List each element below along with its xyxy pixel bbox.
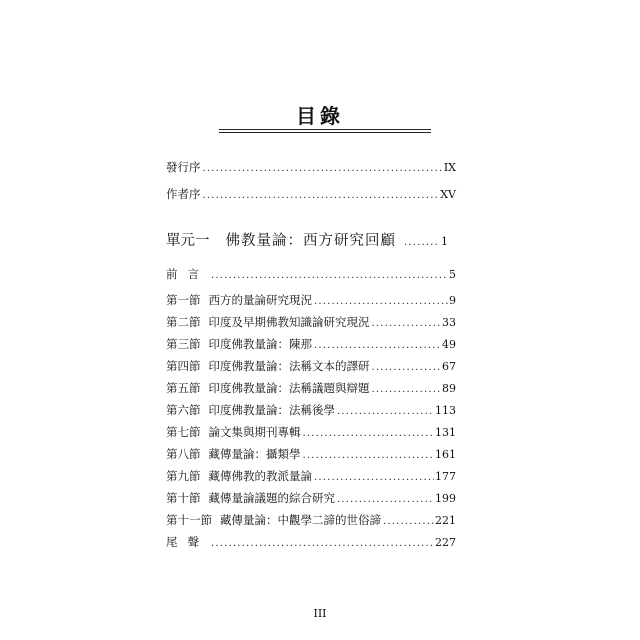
toc-entry-label: 第二節 印度及早期佛教知識論研究現況	[166, 315, 370, 329]
dot-leader	[314, 469, 434, 487]
toc-entry-section-6	[166, 401, 456, 419]
dot-leader	[303, 447, 435, 465]
title-double-rule	[219, 129, 431, 133]
page-title: 目錄	[296, 104, 344, 128]
toc-entry-page: 49	[442, 338, 456, 351]
toc-entry-page: IX	[443, 161, 456, 174]
toc-entry-page: 89	[442, 382, 456, 395]
toc-entry-label: 第五節 印度佛教量論：法稱議題與辯題	[166, 381, 370, 395]
toc-entry-page: 221	[435, 514, 456, 527]
dot-leader	[337, 491, 434, 509]
toc-entry-section-3	[166, 335, 456, 353]
toc-entry-section-10	[166, 489, 456, 507]
page-number-footer: III	[313, 607, 327, 620]
toc-entry-page: XV	[440, 188, 456, 201]
toc-entry-page: 1	[441, 235, 448, 248]
toc-entry-label: 發行序	[166, 160, 201, 174]
toc-entry-page: 161	[435, 448, 456, 461]
toc-entry-page: 199	[435, 492, 456, 505]
toc-entry-page: 113	[435, 404, 456, 417]
toc-entry-page: 131	[435, 426, 456, 439]
toc-entry-preface-publisher	[166, 158, 456, 176]
toc-entry-page: 9	[449, 294, 456, 307]
toc-entry-label: 單元一 佛教量論：西方研究回顧	[166, 233, 396, 249]
toc-entry-section-1	[166, 291, 456, 309]
toc-entry-label: 第四節 印度佛教量論：法稱文本的譯研	[166, 359, 370, 373]
toc-entry-label: 第三節 印度佛教量論：陳那	[166, 337, 312, 351]
dot-leader	[303, 425, 435, 443]
toc-entry-section-11	[166, 511, 456, 529]
toc-entry-label: 前言	[166, 267, 209, 281]
toc-entry-page: 5	[449, 268, 456, 281]
toc-entry-preface-author	[166, 185, 456, 203]
dot-leader	[314, 337, 441, 355]
toc-entry-epilogue	[166, 533, 456, 551]
toc-entry-section-8	[166, 445, 456, 463]
toc-entry-label: 作者序	[166, 187, 201, 201]
dot-leader	[372, 315, 442, 333]
toc-entry-section-7	[166, 423, 456, 441]
toc-entry-label: 第九節 藏傳佛教的教派量論	[166, 469, 312, 483]
dot-leader	[383, 513, 434, 531]
toc-entry-page: 33	[442, 316, 456, 329]
dot-leader	[404, 232, 440, 254]
toc-entry-label: 第一節 西方的量論研究現況	[166, 293, 312, 307]
toc-entry-label: 尾聲	[166, 535, 209, 549]
toc-entry-label: 第十節 藏傳量論議題的綜合研究	[166, 491, 335, 505]
toc-entry-page: 177	[435, 470, 456, 483]
dot-leader	[372, 359, 442, 377]
toc-entry-label: 第七節 論文集與期刊專輯	[166, 425, 301, 439]
dot-leader	[372, 381, 442, 399]
dot-leader	[337, 403, 434, 421]
toc-entry-foreword	[166, 265, 456, 283]
toc-entry-page: 67	[442, 360, 456, 373]
toc-entry-section-9	[166, 467, 456, 485]
toc-entry-section-4	[166, 357, 456, 375]
toc-entry-unit-one	[166, 230, 456, 252]
toc-entry-section-2	[166, 313, 456, 331]
dot-leader	[211, 267, 448, 285]
toc-entry-section-5	[166, 379, 456, 397]
toc-entry-label: 第十一節 藏傳量論：中觀學二諦的世俗諦	[166, 513, 381, 527]
toc-entry-page: 227	[435, 536, 456, 549]
toc-entry-label: 第八節 藏傳量論：攝類學	[166, 447, 301, 461]
dot-leader	[203, 187, 440, 205]
dot-leader	[211, 535, 434, 553]
dot-leader	[314, 293, 448, 311]
toc-entry-label: 第六節 印度佛教量論：法稱後學	[166, 403, 335, 417]
dot-leader	[203, 160, 443, 178]
